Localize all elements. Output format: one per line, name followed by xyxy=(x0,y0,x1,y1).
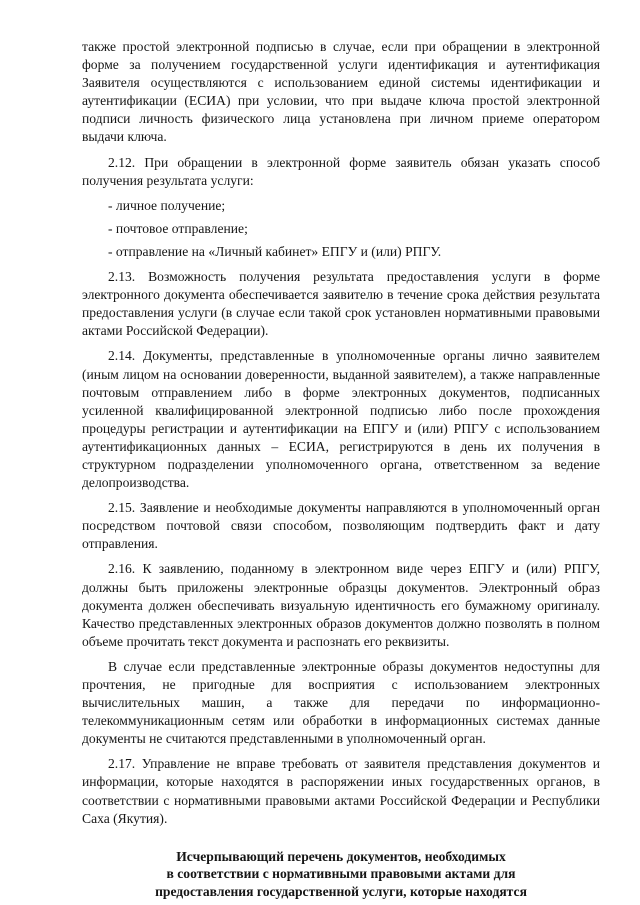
paragraph-2-17: 2.17. Управление не вправе требовать от заявителя представления документов и информации, которые находятся в распоряжении иных государственных органов, в соответствии с нормативными правовыми актами Российской Федерации и Республики Саха (Якутия). xyxy=(82,756,600,826)
list-item: - отправление на «Личный кабинет» ЕПГУ и (или) РПГУ. xyxy=(108,243,442,259)
delivery-methods-list xyxy=(82,197,600,261)
heading-line: Исчерпывающий перечень документов, необходимых xyxy=(176,848,506,864)
list-item: - почтовое отправление; xyxy=(108,220,248,236)
heading-line: предоставления государственной услуги, которые находятся xyxy=(155,883,527,899)
paragraph-2-16-unreadable-images: В случае если представленные электронные образы документов недоступны для прочтения, не пригодные для восприятия с использованием электронных вычислительных машин, а также для передачи по информационно-телекоммуникационным сетям или обработки в информационных системах данные документы не считаются представленными в уполномоченный орган. xyxy=(82,658,600,747)
paragraph-2-15: 2.15. Заявление и необходимые документы направляются в уполномоченный орган посредством почтовой связи способом, позволяющим подтвердить факт и дату отправления. xyxy=(82,500,600,552)
section-heading xyxy=(82,848,600,901)
paragraph-2-12: 2.12. При обращении в электронной форме заявитель обязан указать способ получения результата услуги: xyxy=(82,154,600,188)
paragraph-continuation: также простой электронной подписью в случае, если при обращении в электронной форме за получением государственной услуги идентификация и аутентификация Заявителя осуществляются с использованием единой системы идентификации и аутентификации (ЕСИА) при условии, что при выдаче ключа простой электронной подписи личность физического лица установлена при личном приеме оператором выдачи ключа. xyxy=(82,39,600,145)
document-page xyxy=(82,38,600,900)
heading-line: в соответствии с нормативными правовыми актами для xyxy=(166,866,516,882)
paragraph-2-13: 2.13. Возможность получения результата предоставления услуги в форме электронного документа обеспечивается заявителю в течение срока действия результата предоставления услуги (в случае если такой срок установлен нормативными правовыми актами Российской Федерации). xyxy=(82,269,600,339)
list-item: - личное получение; xyxy=(108,197,226,213)
paragraph-2-14: 2.14. Документы, представленные в уполномоченные органы лично заявителем (иным лицом на основании доверенности, выданной заявителем), а также направленные почтовым отправлением либо в форме электронных документов, подписанных усиленной квалифицированной электронной подписью либо после прохождения процедуры регистрации и аутентификации на ЕПГУ и (или) РПГУ с использованием аутентификационных данных – ЕСИА, регистрируются в день их получения в структурном подразделении уполномоченного органа, ответственном за ведение делопроизводства. xyxy=(82,348,600,491)
paragraph-2-16: 2.16. К заявлению, поданному в электронном виде через ЕПГУ и (или) РПГУ, должны быть приложены электронные образцы документов. Электронный образ документа должен обеспечивать визуальную идентичность его бумажному оригиналу. Качество представленных электронных образов документов должно позволять в полном объеме прочитать текст документа и распознать его реквизиты. xyxy=(82,561,600,649)
